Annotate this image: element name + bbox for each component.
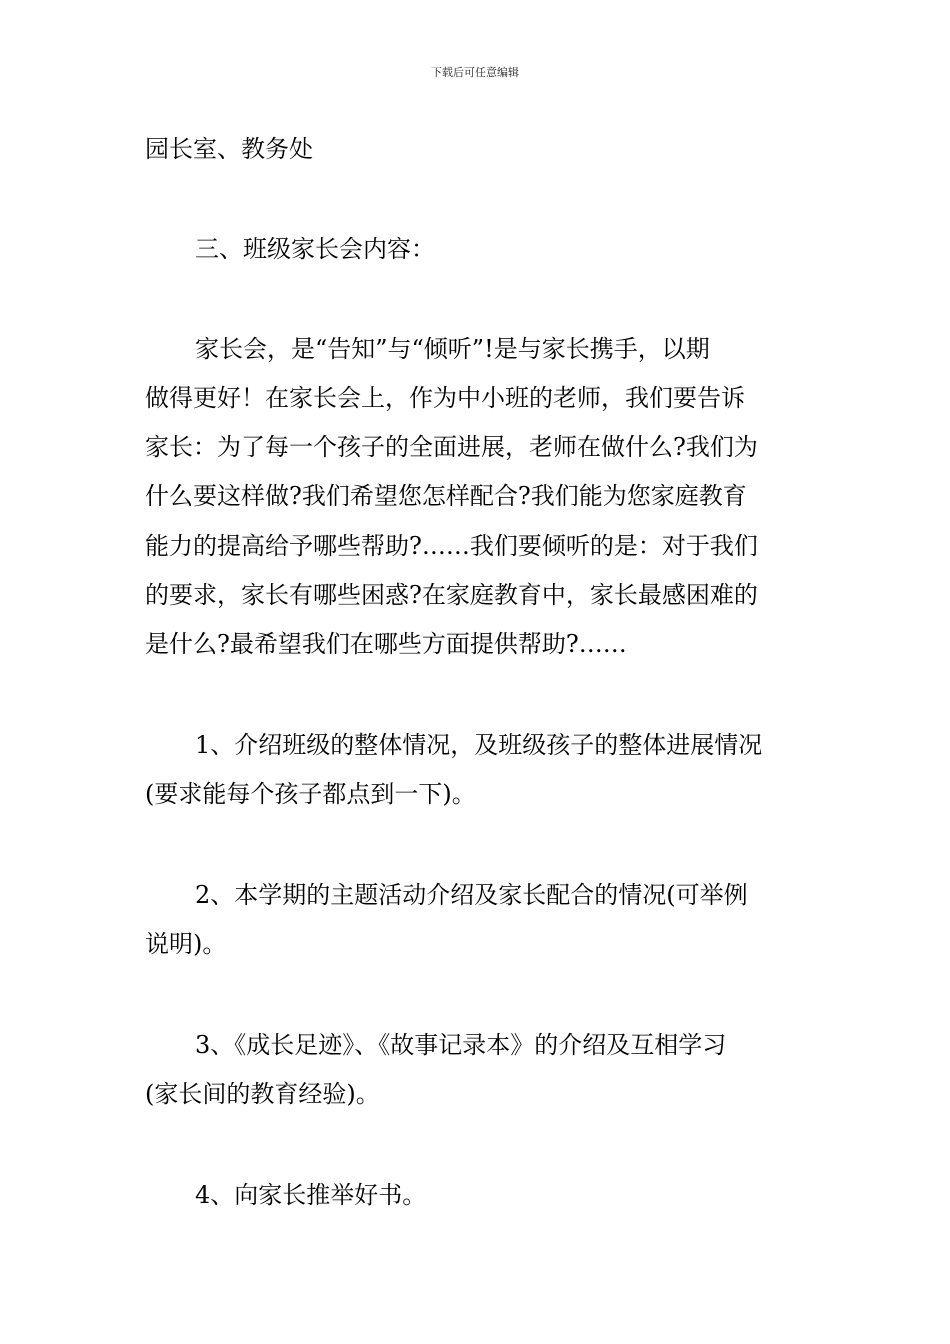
list-item-1-line-2: (要求能每个孩子都点到一下)。 [145, 780, 476, 808]
page-header: 下载后可任意编辑 [431, 66, 519, 79]
paragraph-intro-line-2: 做得更好！在家长会上，作为中小班的老师，我们要告诉 [145, 384, 745, 412]
list-item-2-line-1: 2、本学期的主题活动介绍及家长配合的情况(可举例 [195, 881, 748, 909]
list-item-2-line-2: 说明)。 [145, 930, 227, 958]
list-item-1-line-1: 1、介绍班级的整体情况，及班级孩子的整体进展情况 [195, 731, 763, 759]
paragraph-intro-line-3: 家长：为了每一个孩子的全面进展，老师在做什么?我们为 [145, 433, 758, 461]
section-heading: 三、班级家长会内容： [195, 235, 435, 263]
paragraph-intro-line-5: 能力的提高给予哪些帮助?……我们要倾听的是：对于我们 [145, 532, 758, 560]
list-item-3-line-1: 3、《成长足迹》、《故事记录本》的介绍及互相学习 [195, 1031, 727, 1059]
text-line-office: 园长室、教务处 [145, 135, 313, 163]
list-item-3-line-2: (家长间的教育经验)。 [145, 1080, 380, 1108]
paragraph-intro-line-7: 是什么?最希望我们在哪些方面提供帮助?…… [145, 630, 627, 658]
paragraph-intro-line-6: 的要求，家长有哪些困惑?在家庭教育中，家长最感困难的 [145, 581, 758, 609]
paragraph-intro-line-1: 家长会，是“告知”与“倾听”!是与家长携手，以期 [195, 335, 710, 363]
list-item-4: 4、向家长推举好书。 [195, 1181, 427, 1209]
paragraph-intro-line-4: 什么要这样做?我们希望您怎样配合?我们能为您家庭教育 [145, 482, 747, 510]
